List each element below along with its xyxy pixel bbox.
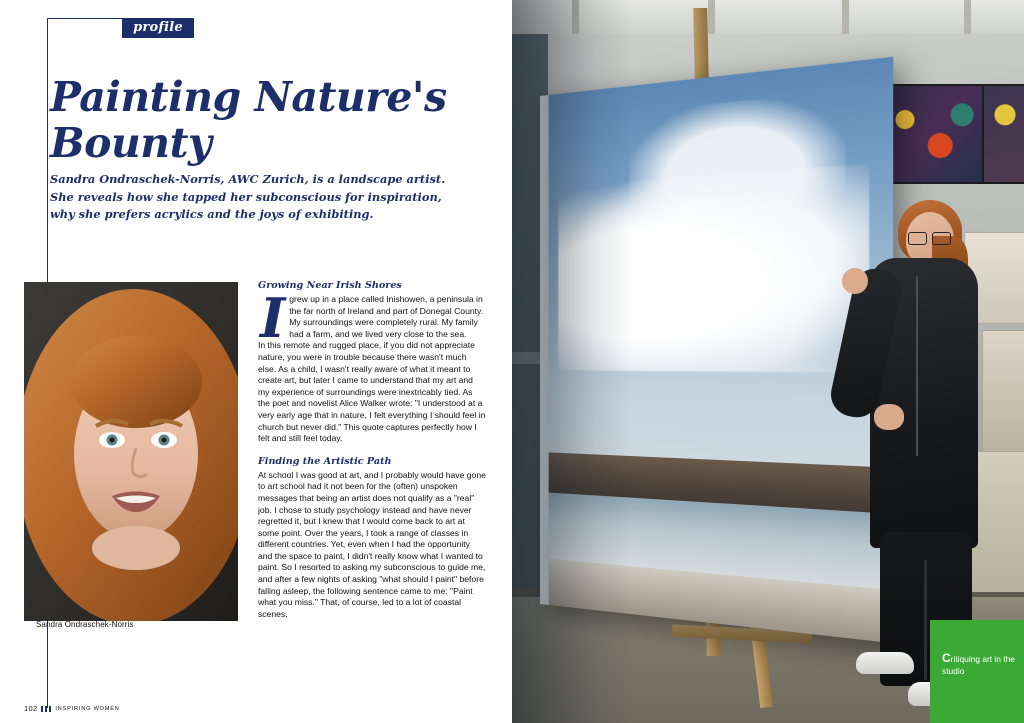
photo-caption xyxy=(942,653,1020,677)
ceiling-beam xyxy=(708,0,715,34)
artist-leg-seam xyxy=(924,560,927,680)
artist-hand xyxy=(842,268,868,294)
folio xyxy=(24,704,120,713)
studio-photo xyxy=(512,0,1024,723)
portrait-photo xyxy=(24,282,238,621)
horizontal-rule xyxy=(47,18,122,19)
standfirst: Sandra Ondraschek-Norris, AWC Zurich, is a landscape artist. She reveals how she tapped her subconscious for inspiration, why she prefers acrylics and the joys of exhibiting. xyxy=(50,172,446,222)
portrait-illustration xyxy=(24,282,238,621)
folio-publication: INSPIRING WOMEN xyxy=(55,705,120,712)
glasses-icon xyxy=(908,232,952,243)
wall-artwork xyxy=(982,84,1024,184)
article-body-column xyxy=(258,280,486,620)
article-paragraph-1 xyxy=(258,286,486,350)
folio-page-number: 102 xyxy=(24,704,38,713)
artist-hand xyxy=(874,404,904,430)
ceiling-beam xyxy=(842,0,849,34)
wall-artwork xyxy=(982,330,1024,452)
article-paragraph-2: At school I was good at art, and I probably would have gone to art school had it not been for the (often) unspoken messages that being an artist does not qualify as a "real" job. I chose to study psychology instead and have never regretted it, but I knew that I would come back to art at some point. Over the years, I took a range of classes in different countries. Yet, even when I had the opportunity and the space to paint, I didn't really know what I wanted to paint. So I resorted to asking my subconscious to guide me, and after a few nights of asking "what should I paint" before falling asleep, the following sentence came to me: "Paint what you miss." That, of course, led to a lot of coastal scenes. xyxy=(258,469,486,619)
jacket-zip xyxy=(916,276,918,456)
ceiling-beam xyxy=(964,0,971,34)
article-paragraph-1-rest: In this remote and rugged place, if you did not appreciate nature, you were in trouble because there wasn't much else. As a child, I wasn't really aware of what it meant to create art, but later I came to understand that my art and my experience of surroundings were inextricably tied. As the poet and novelist Alice Walker wrote: "I understood at a very early age that in nature, I felt everything I should feel in church but never did." This quote captures perfectly how I felt and still feel today. xyxy=(258,340,486,444)
artist-shoe xyxy=(856,652,914,674)
section-tag: profile xyxy=(122,18,194,38)
photo-vignette xyxy=(512,0,632,723)
portrait-caption: Sandra Ondraschek-Norris xyxy=(36,620,134,629)
section-heading-2: Finding the Artistic Path xyxy=(258,455,392,467)
section-heading-1: Growing Near Irish Shores xyxy=(258,280,402,291)
drop-cap: I xyxy=(260,286,286,350)
publication-logo-icon xyxy=(41,705,51,713)
caption-drop-cap: C xyxy=(942,651,951,665)
caption-body: ritiquing art in the studio xyxy=(942,654,1015,676)
page-title: Painting Nature's Bounty xyxy=(50,73,447,168)
article-paragraph-1-lead: grew up in a place called Inishowen, a peninsula in the far north of Ireland and part of Donegal County. My surroundings were completely rural. My family had a farm, and we lived very close to the sea. xyxy=(289,294,484,339)
